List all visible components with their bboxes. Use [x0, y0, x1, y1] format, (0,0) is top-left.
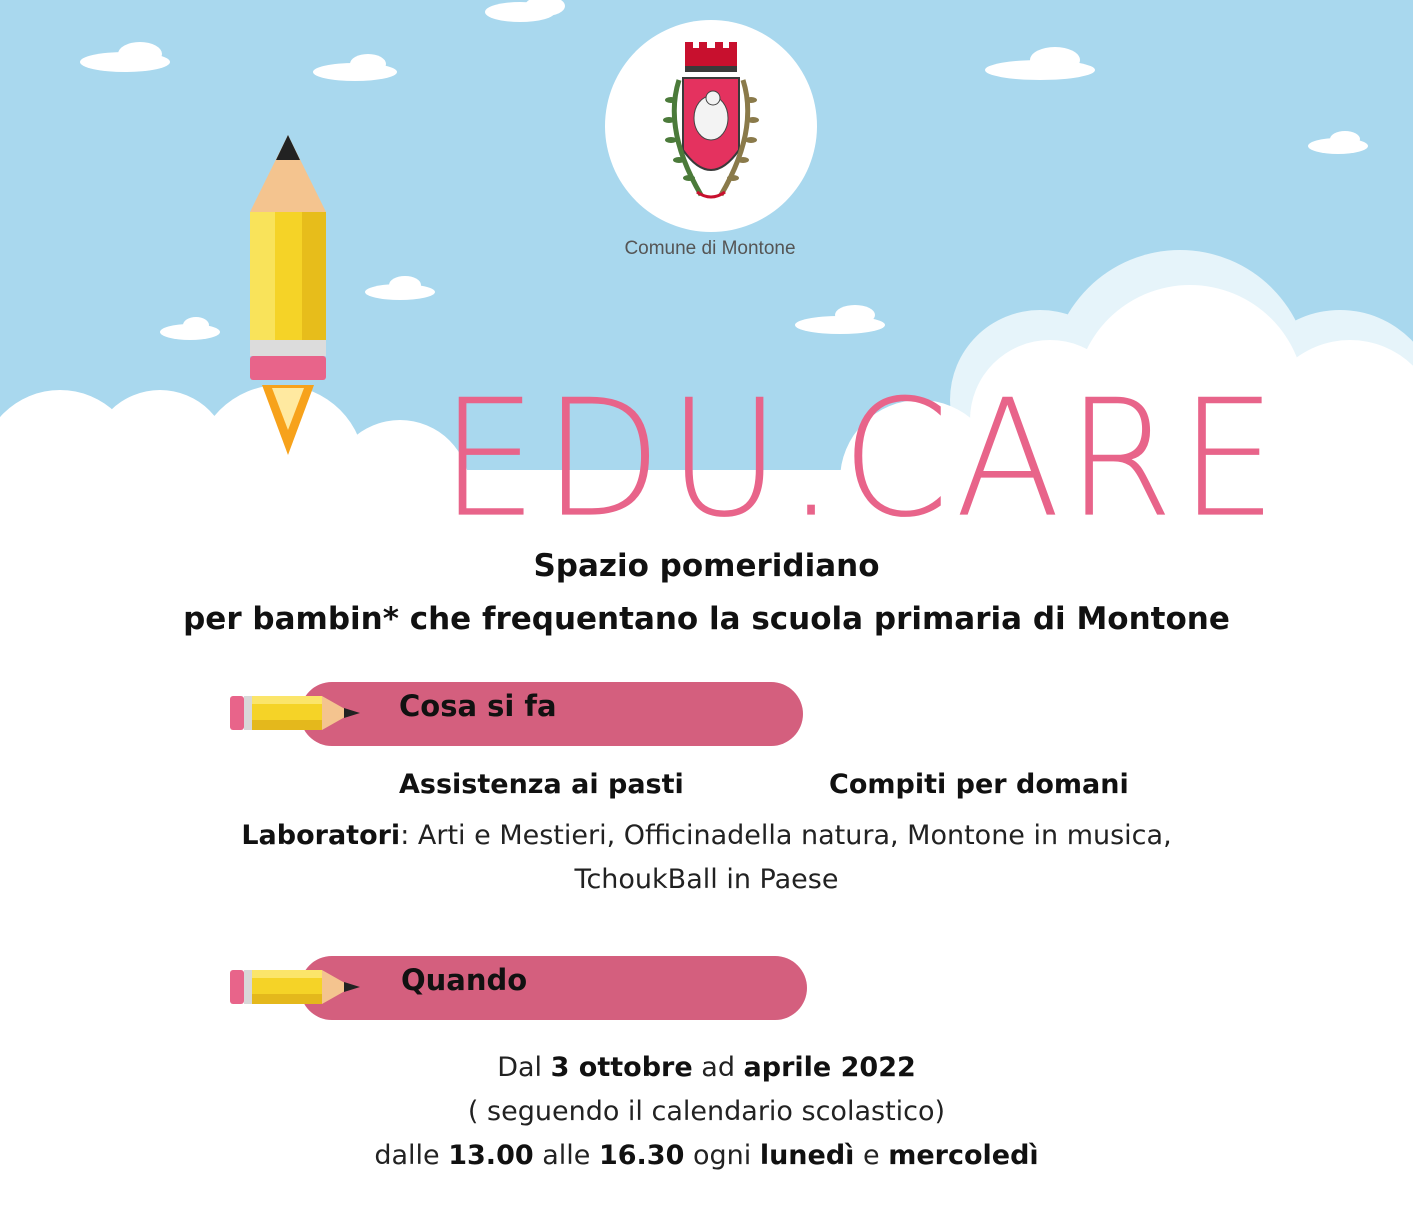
text: alle [533, 1140, 599, 1171]
labs-label: Laboratori [241, 820, 401, 851]
start-time: 13.00 [448, 1140, 534, 1171]
logo-circle [605, 20, 817, 232]
when-line-1 [0, 1052, 1413, 1083]
page-title: EDU.CARE [440, 365, 1283, 530]
text: dalle [374, 1140, 449, 1171]
day-monday: lunedì [759, 1140, 855, 1171]
when-line-3 [0, 1140, 1413, 1171]
labs-line-1 [0, 820, 1413, 851]
intro-line-2: per bambin* che frequentano la scuola primaria di Montone [183, 601, 1230, 637]
when-line-2: ( seguendo il calendario scolastico) [467, 1096, 946, 1127]
text: e [854, 1140, 889, 1171]
item-meals: Assistenza ai pasti [399, 769, 684, 800]
section-label-what: Cosa si fa [399, 689, 557, 723]
crest-icon [605, 20, 817, 232]
section-label-when: Quando [401, 963, 528, 997]
pencil-icon [228, 690, 368, 736]
logo-caption: Comune di Montone [624, 238, 796, 259]
hero-banner [0, 0, 1413, 530]
end-date: aprile 2022 [743, 1052, 916, 1083]
labs-text-1: : Arti e Mestieri, Officinadella natura, Montone in musica, [400, 820, 1172, 851]
text: Dal [497, 1052, 551, 1083]
item-homework: Compiti per domani [829, 769, 1129, 800]
start-date: 3 ottobre [550, 1052, 693, 1083]
labs-line-2: TchoukBall in Paese [574, 864, 839, 895]
pencil-icon [228, 964, 368, 1010]
text: ad [692, 1052, 744, 1083]
day-wednesday: mercoledì [888, 1140, 1039, 1171]
section-band [300, 956, 807, 1020]
end-time: 16.30 [598, 1140, 685, 1171]
text: ogni [684, 1140, 760, 1171]
intro-line-1: Spazio pomeridiano [533, 548, 880, 584]
